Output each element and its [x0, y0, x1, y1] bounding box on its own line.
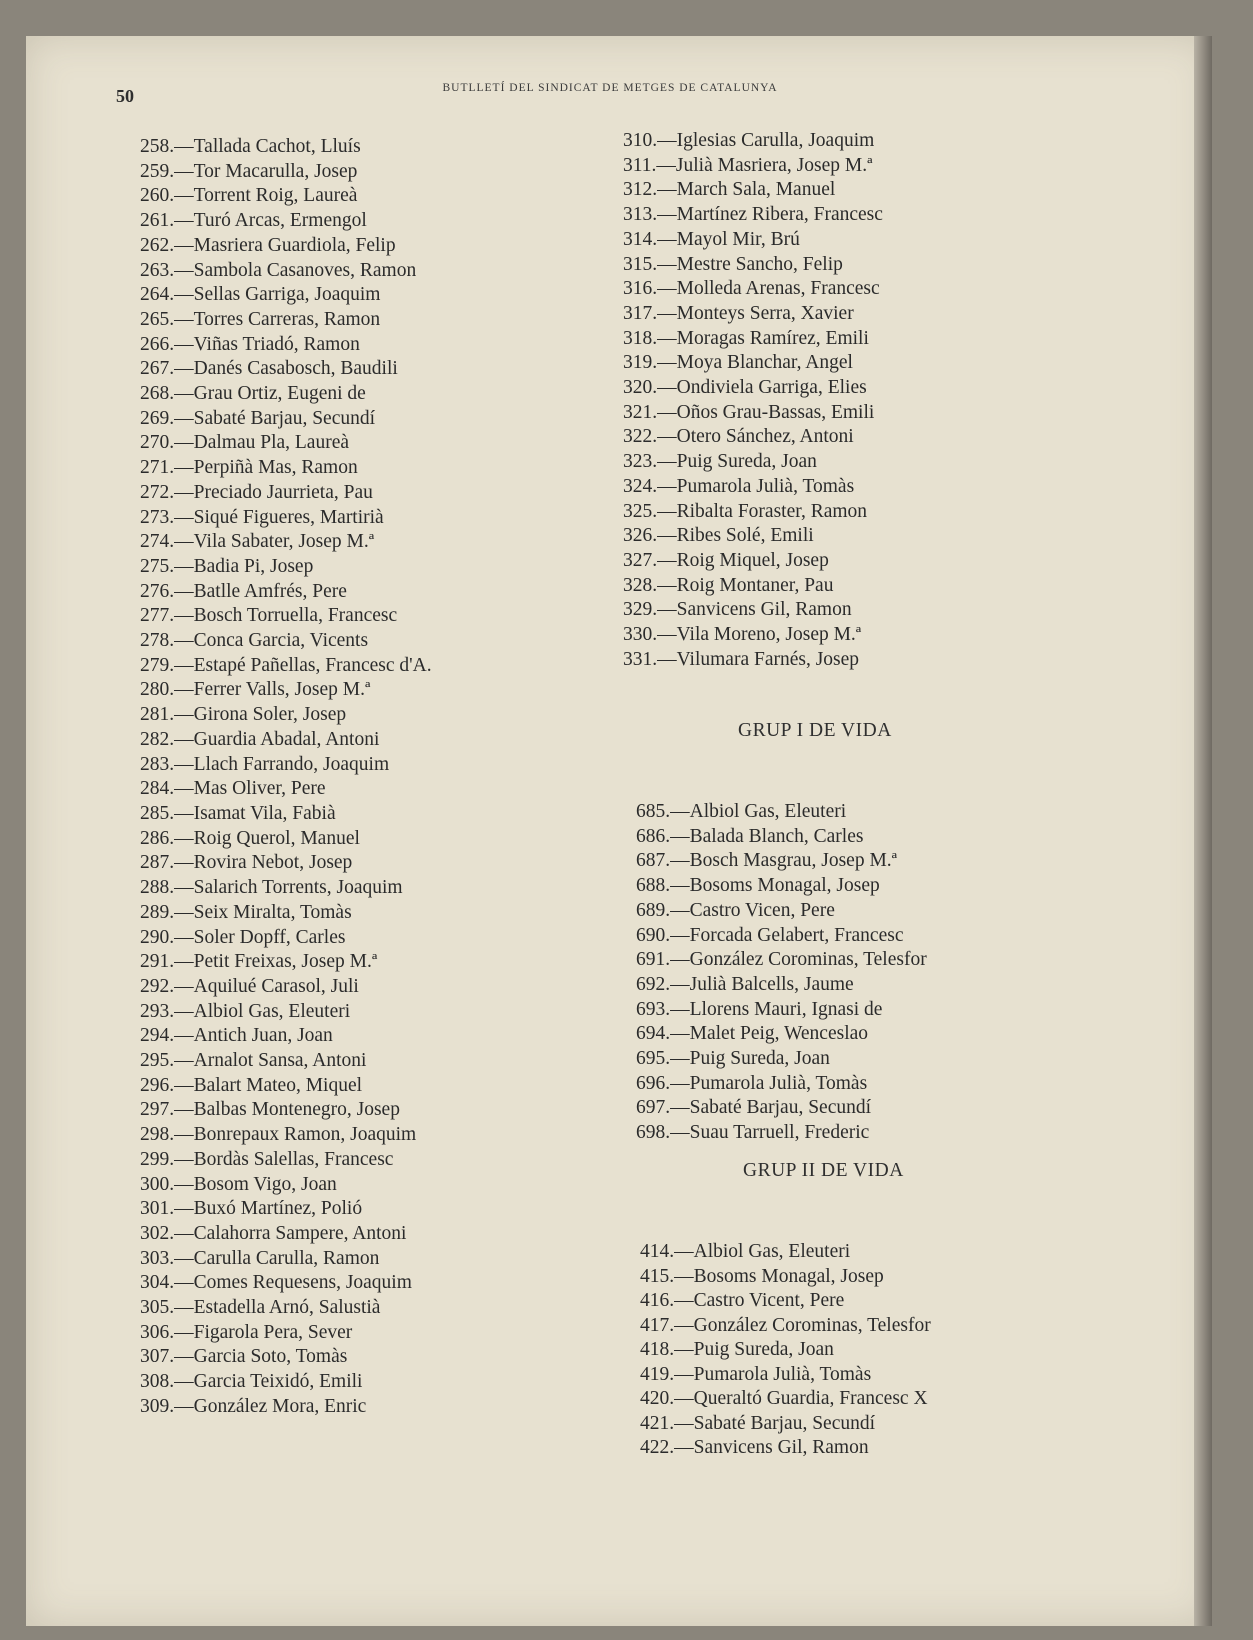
list-entry: 279.—Estapé Pañellas, Francesc d'A. [140, 654, 432, 676]
list-entry: 303.—Carulla Carulla, Ramon [140, 1247, 380, 1269]
list-entry: 325.—Ribalta Foraster, Ramon [623, 500, 868, 522]
list-entry: 266.—Viñas Triadó, Ramon [140, 333, 360, 355]
list-entry: 690.—Forcada Gelabert, Francesc [636, 924, 904, 946]
list-entry: 267.—Danés Casabosch, Baudili [140, 358, 398, 380]
list-entry: 329.—Sanvicens Gil, Ramon [623, 599, 852, 621]
list-entry: 313.—Martínez Ribera, Francesc [623, 204, 883, 226]
list-entry: 268.—Grau Ortiz, Eugeni de [140, 383, 366, 405]
list-entry: 264.—Sellas Garriga, Joaquim [140, 284, 381, 306]
list-entry: 323.—Puig Sureda, Joan [623, 451, 817, 473]
list-entry: 271.—Perpiñà Mas, Ramon [140, 457, 358, 479]
list-entry: 331.—Vilumara Farnés, Josep [623, 648, 860, 670]
list-entry: 691.—González Corominas, Telesfor [636, 949, 927, 971]
running-title: BUTLLETÍ DEL SINDICAT DE METGES DE CATALUNYA [442, 82, 778, 94]
list-entry: 327.—Roig Miquel, Josep [623, 549, 829, 571]
list-entry: 297.—Balbas Montenegro, Josep [140, 1099, 400, 1121]
list-entry: 317.—Monteys Serra, Xavier [623, 302, 854, 324]
list-entry: 324.—Pumarola Julià, Tomàs [623, 475, 855, 497]
list-entry: 685.—Albiol Gas, Eleuteri [636, 801, 847, 822]
list-entry: 418.—Puig Sureda, Joan [640, 1339, 834, 1360]
list-entry: 692.—Julià Balcells, Jaume [636, 973, 854, 995]
list-entry: 309.—González Mora, Enric [140, 1395, 367, 1417]
list-entry: 260.—Torrent Roig, Laureà [140, 185, 358, 207]
list-entry: 280.—Ferrer Valls, Josep M.ª [140, 679, 371, 701]
list-entry: 689.—Castro Vicen, Pere [636, 899, 835, 921]
list-entry: 274.—Vila Sabater, Josep M.ª [140, 531, 375, 553]
list-entry: 311.—Julià Masriera, Josep M.ª [623, 154, 873, 176]
list-entry: 420.—Queraltó Guardia, Francesc X [640, 1388, 928, 1409]
list-entry: 304.—Comes Requesens, Joaquim [140, 1272, 412, 1294]
list-entry: 296.—Balart Mateo, Miquel [140, 1074, 363, 1096]
list-entry: 299.—Bordàs Salellas, Francesc [140, 1148, 394, 1170]
list-entry: 261.—Turó Arcas, Ermengol [140, 210, 367, 232]
list-entry: 277.—Bosch Torruella, Francesc [140, 605, 398, 627]
list-entry: 697.—Sabaté Barjau, Secundí [636, 1097, 872, 1119]
list-entry: 307.—Garcia Soto, Tomàs [140, 1346, 348, 1368]
list-entry: 286.—Roig Querol, Manuel [140, 827, 360, 849]
list-entry: 290.—Soler Dopff, Carles [140, 926, 346, 948]
list-entry: 686.—Balada Blanch, Carles [636, 825, 864, 847]
list-entry: 312.—March Sala, Manuel [623, 179, 836, 201]
list-entry: 693.—Llorens Mauri, Ignasi de [636, 998, 883, 1020]
list-entry: 694.—Malet Peig, Wenceslao [636, 1023, 869, 1045]
list-entry: 310.—Iglesias Carulla, Joaquim [623, 130, 875, 151]
list-entry: 270.—Dalmau Pla, Laureà [140, 432, 350, 454]
scan-edge [1194, 36, 1212, 1626]
list-entry: 302.—Calahorra Sampere, Antoni [140, 1222, 407, 1244]
list-entry: 273.—Siqué Figueres, Martirià [140, 506, 384, 528]
list-entry: 285.—Isamat Vila, Fabià [140, 802, 336, 824]
list-entry: 315.—Mestre Sancho, Felip [623, 253, 843, 275]
list-entry: 305.—Estadella Arnó, Salustià [140, 1297, 381, 1319]
list-entry: 314.—Mayol Mir, Brú [623, 228, 800, 250]
list-entry: 292.—Aquilué Carasol, Juli [140, 975, 359, 997]
list-entry: 322.—Otero Sánchez, Antoni [623, 426, 854, 448]
list-entry: 272.—Preciado Jaurrieta, Pau [140, 481, 373, 503]
list-entry: 330.—Vila Moreno, Josep M.ª [623, 624, 862, 646]
list-entry: 265.—Torres Carreras, Ramon [140, 308, 381, 330]
list-entry: 698.—Suau Tarruell, Frederic [636, 1122, 870, 1144]
list-entry: 283.—Llach Farrando, Joaquim [140, 753, 390, 775]
list-entry: 291.—Petit Freixas, Josep M.ª [140, 951, 378, 973]
list-entry: 284.—Mas Oliver, Pere [140, 778, 326, 800]
page-number: 50 [116, 86, 134, 106]
group1-title: GRUP I DE VIDA [738, 720, 892, 741]
list-entry: 294.—Antich Juan, Joan [140, 1025, 333, 1047]
list-entry: 321.—Oños Grau-Bassas, Emili [623, 401, 875, 423]
list-entry: 278.—Conca Garcia, Vicents [140, 630, 369, 652]
list-entry: 318.—Moragas Ramírez, Emili [623, 327, 869, 349]
list-entry: 306.—Figarola Pera, Sever [140, 1321, 353, 1343]
list-entry: 269.—Sabaté Barjau, Secundí [140, 407, 376, 429]
list-entry: 687.—Bosch Masgrau, Josep M.ª [636, 850, 898, 872]
list-entry: 415.—Bosoms Monagal, Josep [640, 1265, 884, 1287]
list-entry: 328.—Roig Montaner, Pau [623, 574, 834, 596]
list-entry: 289.—Seix Miralta, Tomàs [140, 901, 352, 923]
group1-list [636, 800, 1036, 1146]
group2-title: GRUP II DE VIDA [743, 1160, 904, 1181]
list-entry: 416.—Castro Vicent, Pere [640, 1290, 845, 1311]
left-column-list [140, 135, 530, 1420]
group2-list [640, 1240, 1040, 1461]
list-entry: 258.—Tallada Cachot, Lluís [140, 136, 361, 157]
list-entry: 287.—Rovira Nebot, Josep [140, 852, 353, 874]
list-entry: 308.—Garcia Teixidó, Emili [140, 1371, 363, 1393]
list-entry: 275.—Badia Pi, Josep [140, 555, 314, 577]
list-entry: 695.—Puig Sureda, Joan [636, 1048, 830, 1070]
list-entry: 320.—Ondiviela Garriga, Elies [623, 377, 867, 399]
list-entry: 282.—Guardia Abadal, Antoni [140, 728, 380, 750]
list-entry: 298.—Bonrepaux Ramon, Joaquim [140, 1124, 417, 1146]
list-entry: 326.—Ribes Solé, Emili [623, 525, 814, 547]
right-column-list [623, 129, 1043, 672]
list-entry: 276.—Batlle Amfrés, Pere [140, 580, 347, 602]
list-entry: 262.—Masriera Guardiola, Felip [140, 234, 396, 256]
list-entry: 281.—Girona Soler, Josep [140, 704, 347, 726]
list-entry: 316.—Molleda Arenas, Francesc [623, 278, 880, 300]
list-entry: 293.—Albiol Gas, Eleuteri [140, 1000, 351, 1022]
list-entry: 263.—Sambola Casanoves, Ramon [140, 259, 417, 281]
list-entry: 319.—Moya Blanchar, Angel [623, 352, 853, 374]
list-entry: 696.—Pumarola Julià, Tomàs [636, 1072, 868, 1094]
list-entry: 259.—Tor Macarulla, Josep [140, 160, 358, 182]
list-entry: 300.—Bosom Vigo, Joan [140, 1173, 337, 1195]
list-entry: 301.—Buxó Martínez, Polió [140, 1198, 363, 1220]
list-entry: 421.—Sabaté Barjau, Secundí [640, 1412, 876, 1434]
list-entry: 295.—Arnalot Sansa, Antoni [140, 1050, 367, 1072]
list-entry: 422.—Sanvicens Gil, Ramon [640, 1437, 869, 1458]
list-entry: 419.—Pumarola Julià, Tomàs [640, 1363, 872, 1385]
list-entry: 688.—Bosoms Monagal, Josep [636, 875, 880, 897]
list-entry: 414.—Albiol Gas, Eleuteri [640, 1241, 851, 1262]
list-entry: 417.—González Corominas, Telesfor [640, 1314, 931, 1336]
list-entry: 288.—Salarich Torrents, Joaquim [140, 877, 403, 899]
